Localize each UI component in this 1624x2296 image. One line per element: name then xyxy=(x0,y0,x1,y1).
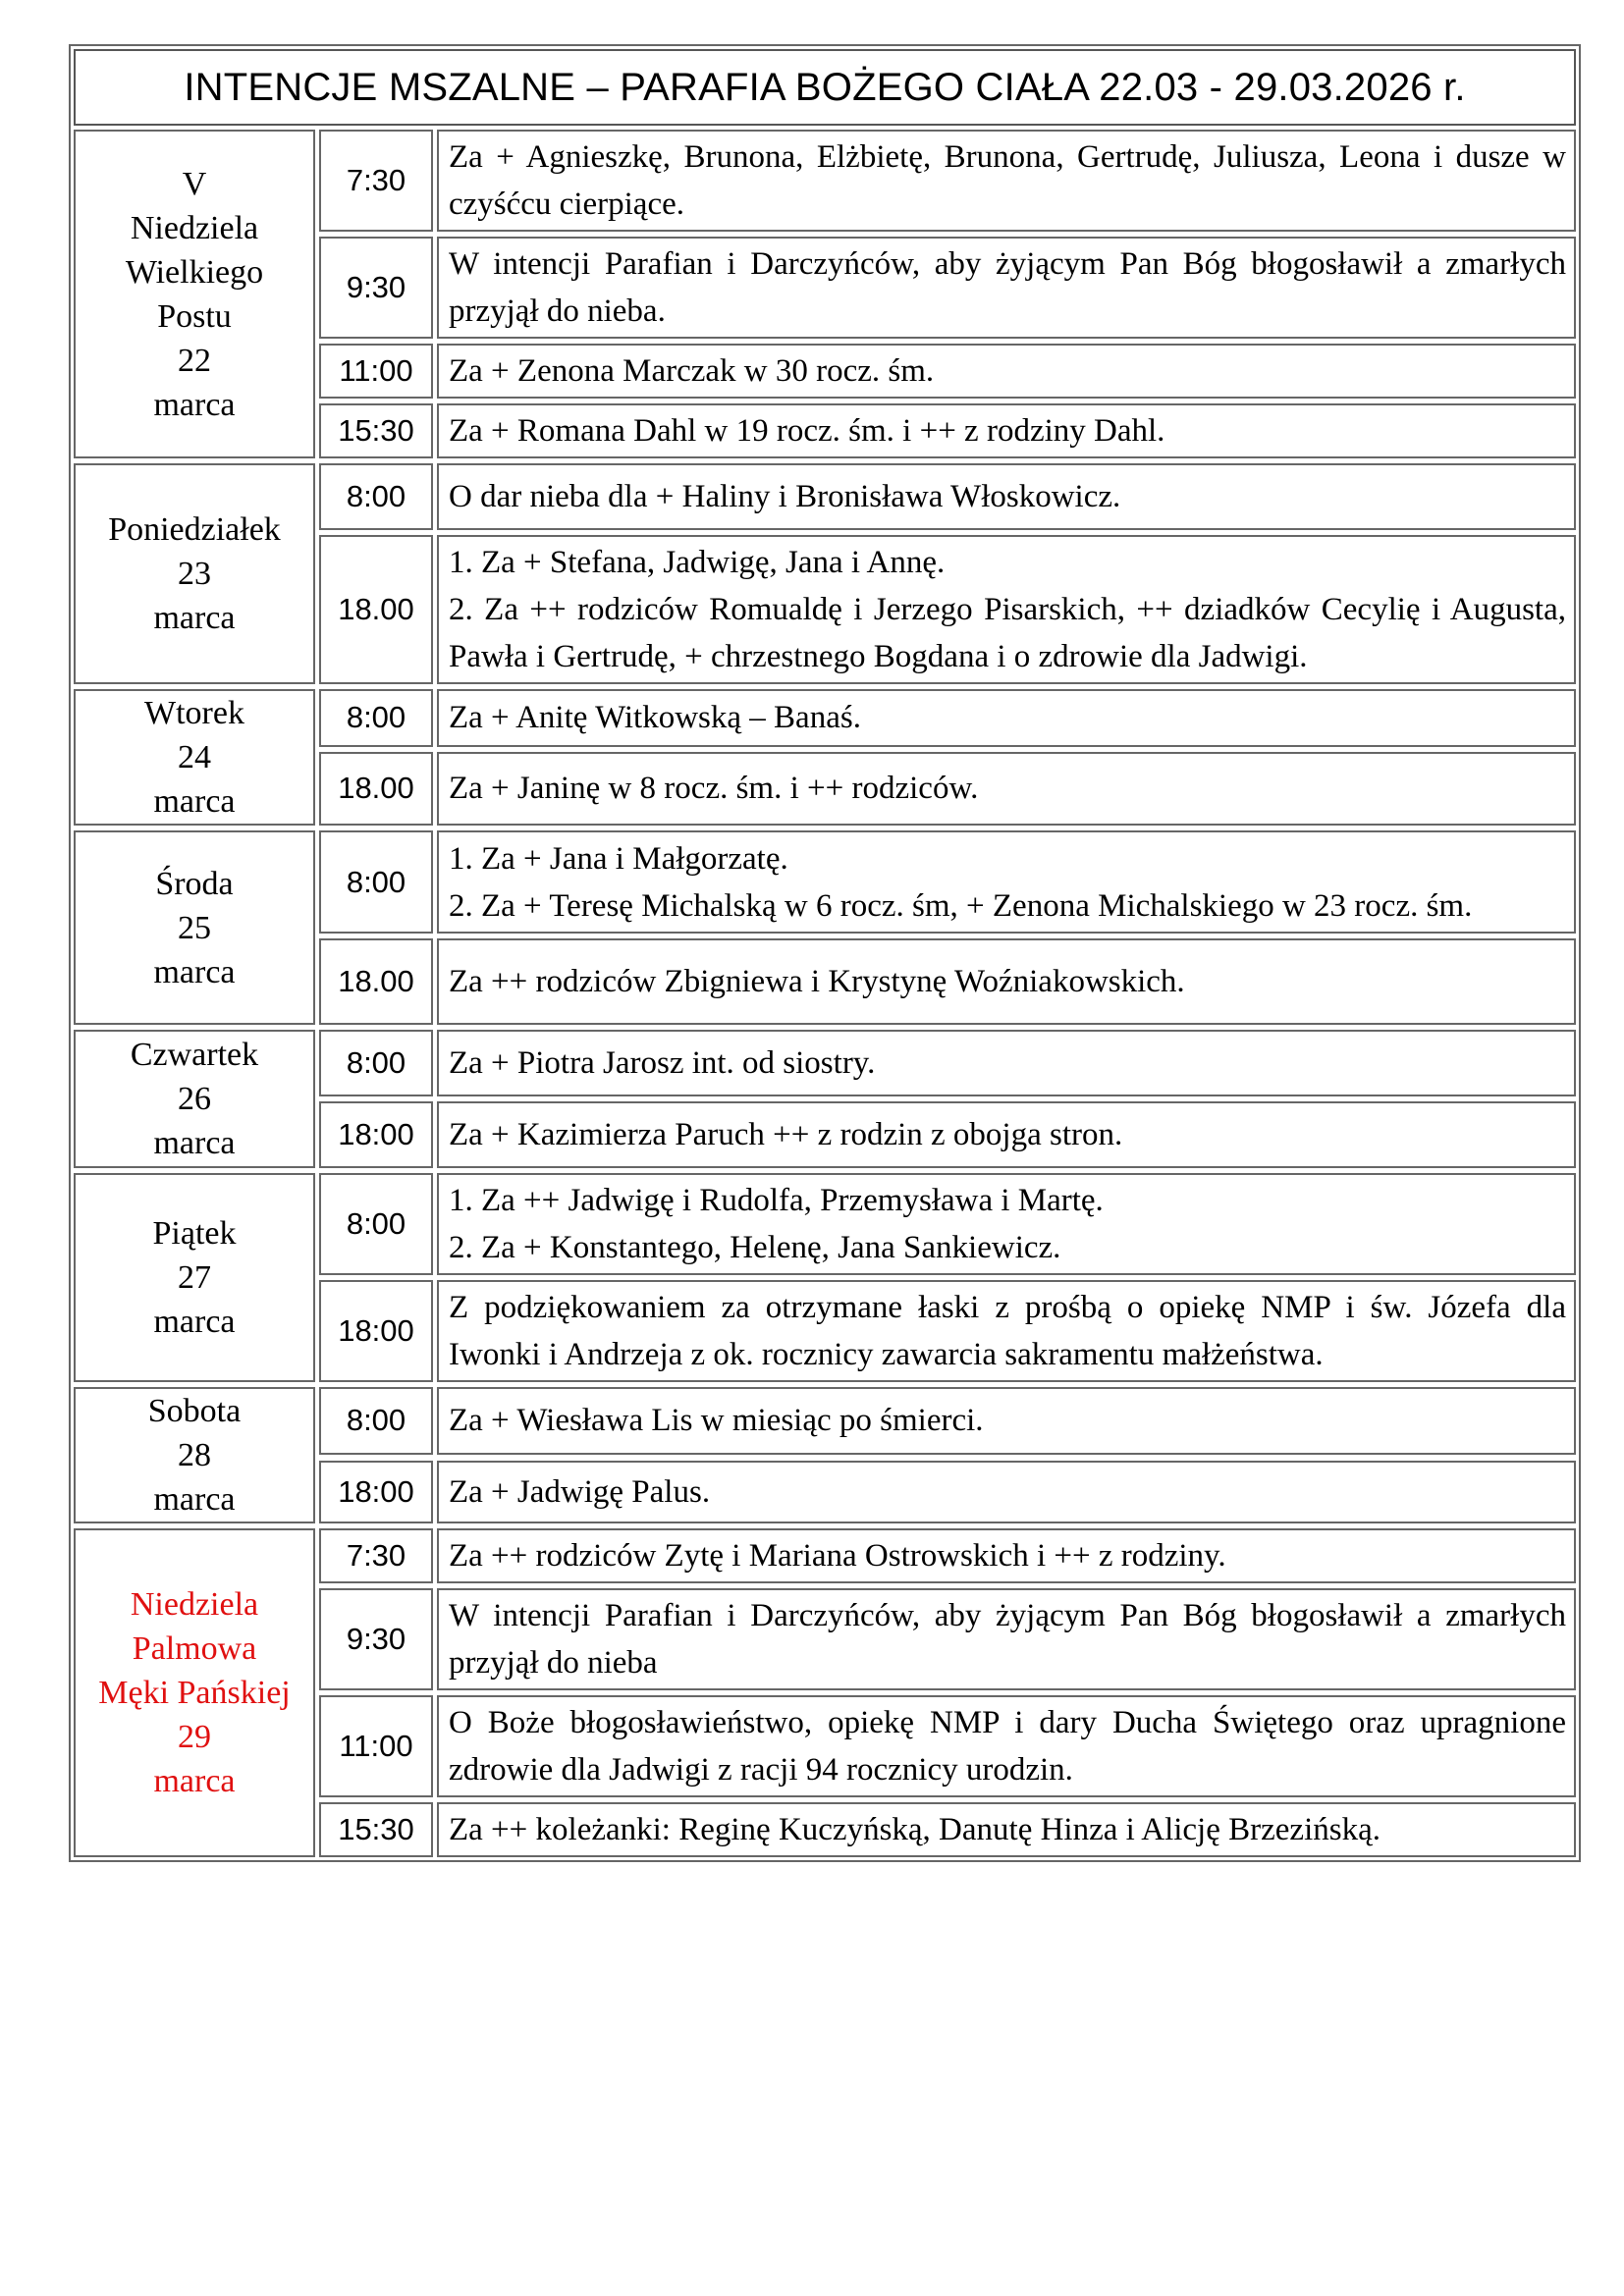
intentions-sheet xyxy=(69,44,1581,1862)
intention-line: 1. Za + Jana i Małgorzatę. xyxy=(449,840,788,877)
day-label-line: 26 xyxy=(178,1081,211,1117)
day-label-line: Środa xyxy=(155,865,234,902)
day-label-line: Piątek xyxy=(152,1215,237,1252)
mass-time: 9:30 xyxy=(319,1588,433,1690)
day-label-line: Sobota xyxy=(147,1393,242,1429)
mass-intention xyxy=(437,1461,1576,1523)
mass-time: 9:30 xyxy=(319,237,433,339)
day-label xyxy=(74,463,315,684)
mass-intention xyxy=(437,1528,1576,1583)
day-label-line: Postu xyxy=(157,297,232,335)
mass-time: 8:00 xyxy=(319,830,433,934)
mass-time: 18:00 xyxy=(319,1280,433,1382)
mass-intention xyxy=(437,830,1576,934)
day-label-line: marca xyxy=(153,386,236,423)
intention-line: 2. Za ++ rodziców Romualdę i Jerzego Pisarskich, ++ dziadków Cecylię i Augusta, Pawła i Gertrudę, + chrzestnego Bogdana i o zdrowie dla Jadwigi. xyxy=(449,592,1566,674)
day-label-line: marca xyxy=(153,1763,236,1799)
intention-line: Za + Janinę w 8 rocz. śm. i ++ rodziców. xyxy=(449,771,979,807)
mass-intention xyxy=(437,463,1576,530)
day-label-line: 23 xyxy=(178,556,211,592)
intention-line: W intencji Parafian i Darczyńców, aby żyjącym Pan Bóg błogosławił a zmarłych przyjął do nieba. xyxy=(449,246,1566,329)
day-label xyxy=(74,130,315,458)
mass-time: 18.00 xyxy=(319,752,433,826)
mass-intention xyxy=(437,1030,1576,1096)
intention-line: Z podziękowaniem za otrzymane łaski z prośbą o opiekę NMP i św. Józefa dla Iwonki i Andrzeja z ok. rocznicy zawarcia sakramentu małżeństwa. xyxy=(449,1290,1566,1372)
day-label-line: Niedziela xyxy=(130,1586,259,1623)
intention-line: Za + Romana Dahl w 19 rocz. śm. i ++ z rodziny Dahl. xyxy=(449,413,1165,449)
mass-row xyxy=(74,1387,1576,1455)
intention-line: 2. Za + Teresę Michalską w 6 rocz. śm, + Zenona Michalskiego w 23 rocz. śm. xyxy=(449,887,1473,924)
mass-intention xyxy=(437,938,1576,1025)
mass-intention xyxy=(437,130,1576,232)
intention-line: Za ++ koleżanki: Reginę Kuczyńską, Danutę Hinza i Alicję Brzezińską. xyxy=(449,1812,1380,1847)
day-label-line: Niedziela xyxy=(130,209,259,246)
day-label-line: 24 xyxy=(178,739,211,775)
day-label-line: Poniedziałek xyxy=(108,511,281,548)
mass-time: 18:00 xyxy=(319,1101,433,1168)
intention-line: Za + Agnieszkę, Brunona, Elżbietę, Brunona, Gertrudę, Juliusza, Leona i dusze w czyśćcu cierpiące. xyxy=(449,139,1566,222)
intention-line: Za + Kazimierza Paruch ++ z rodzin z obojga stron. xyxy=(449,1117,1123,1152)
day-label xyxy=(74,1030,315,1168)
mass-intention xyxy=(437,1173,1576,1275)
mass-row xyxy=(74,463,1576,530)
day-label xyxy=(74,1173,315,1382)
day-label-line: Wtorek xyxy=(144,695,244,731)
mass-time: 8:00 xyxy=(319,1030,433,1096)
mass-time: 18.00 xyxy=(319,938,433,1025)
mass-row xyxy=(74,689,1576,747)
mass-intention xyxy=(437,1101,1576,1168)
day-label xyxy=(74,689,315,826)
mass-row xyxy=(74,1528,1576,1583)
mass-intention xyxy=(437,1695,1576,1797)
intention-line: Za + Anitę Witkowską – Banaś. xyxy=(449,700,861,736)
mass-row xyxy=(74,1030,1576,1096)
schedule-table xyxy=(70,130,1580,1857)
day-label xyxy=(74,1528,315,1857)
intention-line: 1. Za ++ Jadwigę i Rudolfa, Przemysława i Martę. xyxy=(449,1183,1104,1218)
mass-intention xyxy=(437,344,1576,399)
intention-line: O Boże błogosławieństwo, opiekę NMP i dary Ducha Świętego oraz upragnione zdrowie dla Jadwigi z racji 94 rocznicy urodzin. xyxy=(449,1705,1566,1788)
mass-time: 18:00 xyxy=(319,1461,433,1523)
page-title: INTENCJE MSZALNE – PARAFIA BOŻEGO CIAŁA 22.03 - 29.03.2026 r. xyxy=(74,49,1576,126)
mass-time: 8:00 xyxy=(319,1387,433,1455)
day-label-line: Wielkiego xyxy=(125,253,264,291)
mass-time: 8:00 xyxy=(319,1173,433,1275)
day-label xyxy=(74,1387,315,1523)
mass-time: 7:30 xyxy=(319,130,433,232)
mass-intention xyxy=(437,1802,1576,1857)
intention-line: 2. Za + Konstantego, Helenę, Jana Sankiewicz. xyxy=(449,1230,1061,1265)
mass-time: 8:00 xyxy=(319,689,433,747)
day-label-line: 28 xyxy=(178,1437,211,1473)
intention-line: W intencji Parafian i Darczyńców, aby żyjącym Pan Bóg błogosławił a zmarłych przyjął do nieba xyxy=(449,1598,1566,1681)
day-label-line: marca xyxy=(153,953,236,990)
mass-time: 18.00 xyxy=(319,535,433,684)
day-label-line: Czwartek xyxy=(130,1037,259,1073)
day-label-line: marca xyxy=(153,1481,236,1518)
day-label-line: marca xyxy=(153,1304,236,1340)
mass-time: 11:00 xyxy=(319,344,433,399)
mass-time: 7:30 xyxy=(319,1528,433,1583)
mass-intention xyxy=(437,752,1576,826)
mass-intention xyxy=(437,1588,1576,1690)
mass-row xyxy=(74,1173,1576,1275)
intention-line: Za + Piotra Jarosz int. od siostry. xyxy=(449,1045,876,1081)
mass-intention xyxy=(437,237,1576,339)
intention-line: Za + Zenona Marczak w 30 rocz. śm. xyxy=(449,353,935,389)
intention-line: 1. Za + Stefana, Jadwigę, Jana i Annę. xyxy=(449,545,946,580)
day-label-line: 22 xyxy=(178,342,211,379)
intention-line: Za ++ rodziców Zbigniewa i Krystynę Woźniakowskich. xyxy=(449,964,1185,999)
mass-time: 15:30 xyxy=(319,403,433,458)
mass-time: 15:30 xyxy=(319,1802,433,1857)
day-label-line: 29 xyxy=(178,1719,211,1755)
mass-time: 11:00 xyxy=(319,1695,433,1797)
mass-intention xyxy=(437,1387,1576,1455)
mass-intention xyxy=(437,1280,1576,1382)
mass-row xyxy=(74,130,1576,232)
day-label-line: marca xyxy=(153,1125,236,1161)
day-label-line: Palmowa xyxy=(132,1630,257,1667)
day-label-line: marca xyxy=(153,600,236,636)
day-label-line: Męki Pańskiej xyxy=(98,1675,291,1711)
mass-intention xyxy=(437,535,1576,684)
intention-line: O dar nieba dla + Haliny i Bronisława Włoskowicz. xyxy=(449,479,1121,514)
day-label-line: 27 xyxy=(178,1259,211,1296)
intention-line: Za + Jadwigę Palus. xyxy=(449,1473,711,1510)
mass-time: 8:00 xyxy=(319,463,433,530)
day-label-line: V xyxy=(182,165,207,202)
intention-line: Za + Wiesława Lis w miesiąc po śmierci. xyxy=(449,1403,984,1439)
mass-row xyxy=(74,830,1576,934)
day-label-line: 25 xyxy=(178,909,211,946)
mass-intention xyxy=(437,689,1576,747)
day-label-line: marca xyxy=(153,783,236,820)
day-label xyxy=(74,830,315,1025)
mass-intention xyxy=(437,403,1576,458)
intention-line: Za ++ rodziców Zytę i Mariana Ostrowskich i ++ z rodziny. xyxy=(449,1538,1226,1574)
